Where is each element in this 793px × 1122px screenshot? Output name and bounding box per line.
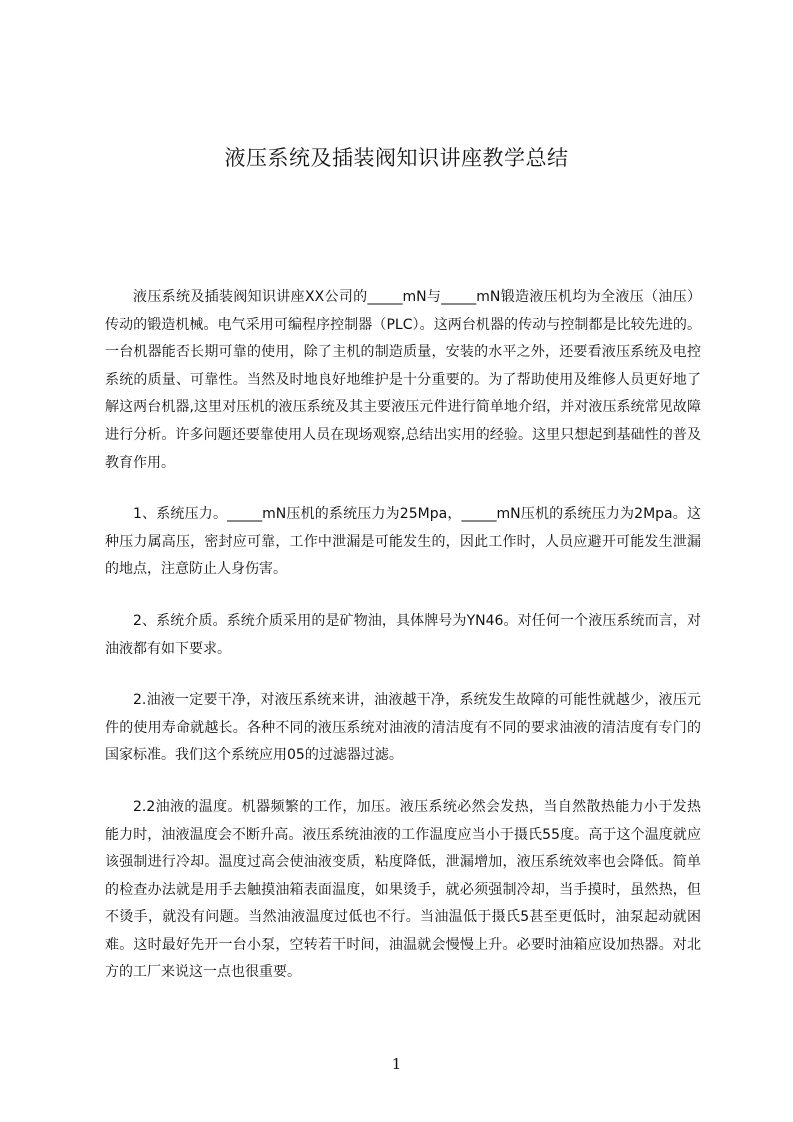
paragraph-intro: 液压系统及插装阀知识讲座XX公司的_____mN与_____mN锻造液压机均为全液压（油压）传动的锻造机械。电气采用可编程序控制器（PLC）。这两台机器的传动与控制都是比较先进的。一台机器能否长期可靠的使用，除了主机的制造质量，安装的水平之外，还要看液压系统及电控系统的质量、可靠性。当然及时地良好地维护是十分重要的。为了帮助使用及维修人员更好地了解这两台机器,这里对压机的液压系统及其主要液压元件进行简单地介绍，并对液压系统常见故障进行分析。许多问题还要靠使用人员在现场观察,总结出实用的经验。这里只想起到基础性的普及教育作用。 (105, 289, 701, 471)
document-body (105, 284, 701, 1011)
page-number: 1 (391, 1055, 402, 1073)
paragraph-system-medium: 2、系统介质。系统介质采用的是矿物油，具体牌号为YN46。对任何一个液压系统而言，对油液都有如下要求。 (105, 612, 701, 657)
paragraph-oil-cleanliness: 2.油液一定要干净，对液压系统来讲，油液越干净，系统发生故障的可能性就越少，液压元件的使用寿命就越长。各种不同的液压系统对油液的清洁度有不同的要求油液的清洁度有专门的国家标准。我们这个系统应用05的过滤器过滤。 (105, 692, 701, 764)
paragraph-oil-temperature: 2.2油液的温度。机器频繁的工作，加压。液压系统必然会发热，当自然散热能力小于发热能力时，油液温度会不断升高。液压系统油液的工作温度应当小于摄氏55度。高于这个温度就应该强制进行冷却。温度过高会使油液变质，粘度降低，泄漏增加，液压系统效率也会降低。简单的检查办法就是用手去触摸油箱表面温度，如果烫手，就必须强制冷却，当手摸时，虽然热，但不烫手，就没有问题。当然油液温度过低也不行。当油温低于摄氏5甚至更低时，油泵起动就困难。这时最好先开一台小泵，空转若干时间，油温就会慢慢上升。必要时油箱应设加热器。对北方的工厂来说这一点也很重要。 (105, 798, 701, 981)
paragraph-system-pressure: 1、系统压力。_____mN压机的系统压力为25Mpa，_____mN压机的系统压力为2Mpa。这种压力属高压，密封应可靠，工作中泄漏是可能发生的，因此工作时，人员应避开可能发生泄漏的地点，注意防止人身伤害。 (105, 506, 701, 578)
page-title: 液压系统及插装阀知识讲座教学总结 (224, 146, 569, 170)
